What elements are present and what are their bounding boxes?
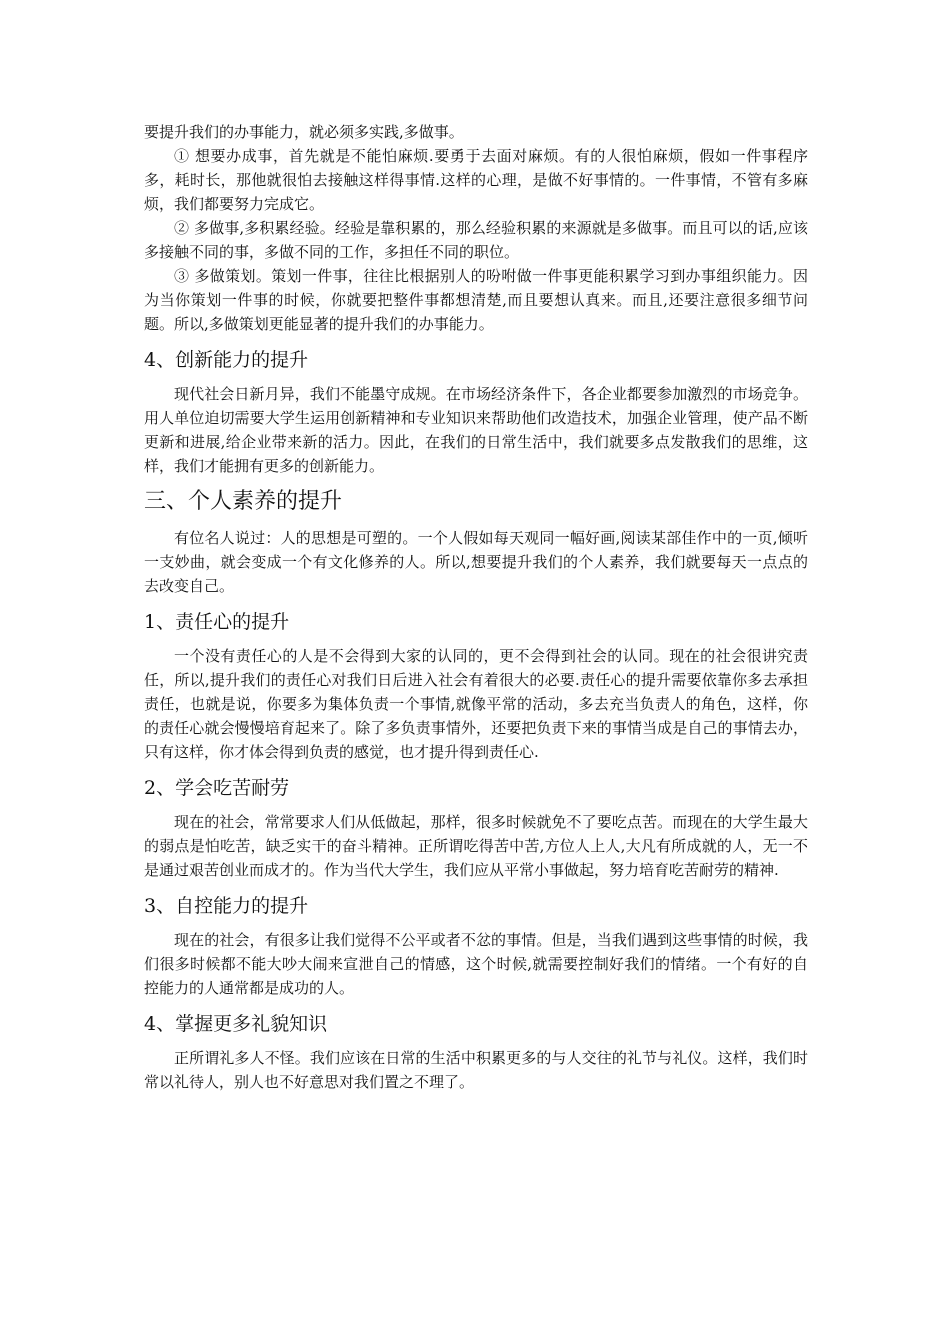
paragraph-intro: 要提升我们的办事能力，就必须多实践,多做事。 [144, 123, 464, 141]
heading-etiquette: 4、掌握更多礼貌知识 [144, 1013, 328, 1035]
heading-self-control: 3、自控能力的提升 [144, 895, 309, 917]
paragraph-item-1: ① 想要办成事，首先就是不能怕麻烦.要勇于去面对麻烦。有的人很怕麻烦，假如一件事程序多，耗时长，那他就很怕去接触这样得事情.这样的心理，是做不好事情的。一件事情，不管有多麻烦，我们都要努力完成它。 [144, 147, 808, 213]
paragraph-personal-quality: 有位名人说过：人的思想是可塑的。一个人假如每天观同一幅好画,阅读某部佳作中的一页,倾听一支妙曲，就会变成一个有文化修养的人。所以,想要提升我们的个人素养，我们就要每天一点点的去改变自己。 [144, 529, 808, 595]
paragraph-innovation: 现代社会日新月异，我们不能墨守成规。在市场经济条件下，各企业都要参加激烈的市场竞争。用人单位迫切需要大学生运用创新精神和专业知识来帮助他们改造技术，加强企业管理，使产品不断更新和进展,给企业带来新的活力。因此，在我们的日常生活中，我们就要多点发散我们的思维，这样，我们才能拥有更多的创新能力。 [144, 385, 808, 475]
heading-innovation: 4、创新能力的提升 [144, 349, 309, 371]
paragraph-hardship: 现在的社会，常常要求人们从低做起，那样，很多时候就免不了要吃点苦。而现在的大学生最大的弱点是怕吃苦，缺乏实干的奋斗精神。正所谓吃得苦中苦,方位人上人,大凡有所成就的人，无一不是通过艰苦创业而成才的。作为当代大学生，我们应从平常小事做起，努力培育吃苦耐劳的精神. [144, 813, 808, 879]
heading-responsibility: 1、责任心的提升 [144, 611, 290, 633]
heading-personal-quality: 三、个人素养的提升 [144, 489, 343, 514]
paragraph-item-2: ② 多做事,多积累经验。经验是靠积累的，那么经验积累的来源就是多做事。而且可以的话,应该多接触不同的事，多做不同的工作，多担任不同的职位。 [144, 219, 808, 261]
heading-hardship: 2、学会吃苦耐劳 [144, 777, 290, 799]
paragraph-item-3: ③ 多做策划。策划一件事，往往比根据别人的吩咐做一件事更能积累学习到办事组织能力。因为当你策划一件事的时候，你就要把整件事都想清楚,而且要想认真来。而且,还要注意很多细节问题。所以,多做策划更能显著的提升我们的办事能力。 [144, 267, 808, 333]
paragraph-responsibility: 一个没有责任心的人是不会得到大家的认同的，更不会得到社会的认同。现在的社会很讲究责任，所以,提升我们的责任心对我们日后进入社会有着很大的必要.责任心的提升需要依靠你多去承担责任，也就是说，你要多为集体负责一个事情,就像平常的活动，多去充当负责人的角色，这样，你的责任心就会慢慢培育起来了。除了多负责事情外，还要把负责下来的事情当成是自己的事情去办，只有这样，你才体会得到负责的感觉，也才提升得到责任心. [144, 647, 808, 761]
document-body [144, 120, 808, 1094]
paragraph-etiquette: 正所谓礼多人不怪。我们应该在日常的生活中积累更多的与人交往的礼节与礼仪。这样，我们时常以礼待人，别人也不好意思对我们置之不理了。 [144, 1049, 808, 1091]
paragraph-self-control: 现在的社会，有很多让我们觉得不公平或者不忿的事情。但是，当我们遇到这些事情的时候，我们很多时候都不能大吵大闹来宣泄自己的情感，这个时候,就需要控制好我们的情绪。一个有好的自控能力的人通常都是成功的人。 [144, 931, 808, 997]
